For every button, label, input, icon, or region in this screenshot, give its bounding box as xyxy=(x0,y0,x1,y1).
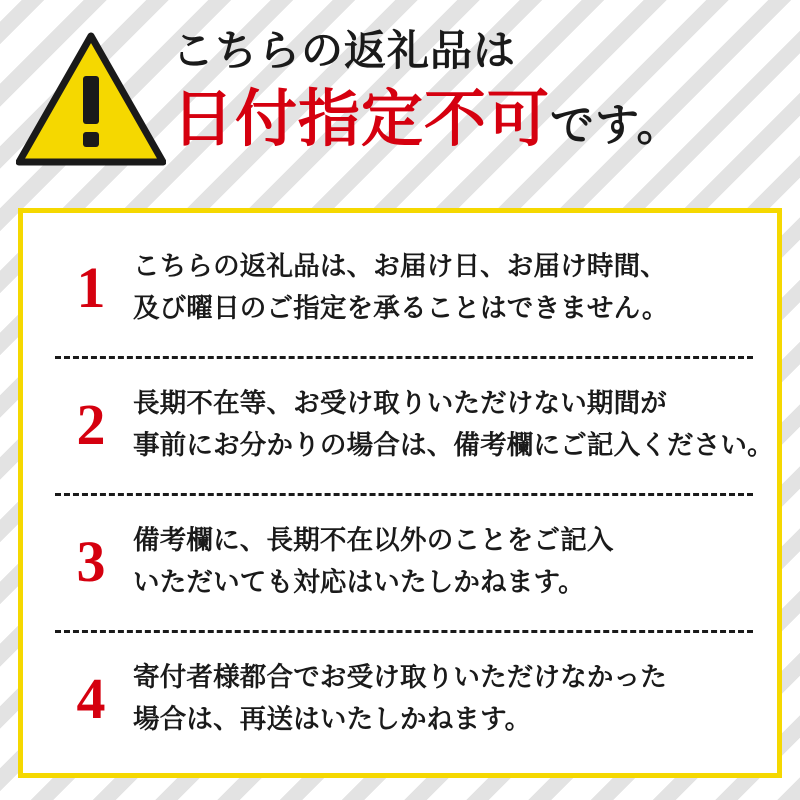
item-text-line: 及び曜日のご指定を承ることはできません。 xyxy=(133,292,669,323)
warning-triangle-icon xyxy=(16,32,166,166)
banner-header xyxy=(0,0,800,196)
item-number: 2 xyxy=(76,391,106,457)
item-text-line: いただいても対応はいたしかねます。 xyxy=(133,566,585,597)
item-text-line: 寄付者様都合でお受け取りいただけなかった xyxy=(133,661,667,692)
header-tail-text: です。 xyxy=(550,100,682,150)
notice-list xyxy=(37,219,774,767)
item-text-line: 場合は、再送はいたしかねます。 xyxy=(133,703,532,734)
item-number: 4 xyxy=(76,665,106,731)
list-item xyxy=(37,630,763,767)
item-text xyxy=(133,383,774,467)
item-text xyxy=(133,520,763,604)
list-item xyxy=(37,493,763,630)
header-highlight-text: 日付指定不可 xyxy=(172,84,551,154)
notice-list-box xyxy=(18,208,782,778)
item-text xyxy=(133,657,763,741)
list-item xyxy=(37,219,763,356)
item-text-line: 長期不在等、お受け取りいただけない期間が xyxy=(133,387,667,418)
item-text-line: 備考欄に、長期不在以外のことをご記入 xyxy=(133,524,614,555)
header-text-block xyxy=(172,26,792,154)
item-number: 1 xyxy=(76,254,106,320)
item-number: 3 xyxy=(76,528,106,594)
list-item xyxy=(37,356,774,493)
item-text-line: こちらの返礼品は、お届け日、お届け時間、 xyxy=(133,250,667,281)
item-text xyxy=(133,246,763,330)
header-line-2 xyxy=(172,86,792,154)
header-line-1: こちらの返礼品は xyxy=(172,27,517,74)
item-text-line: 事前にお分かりの場合は、備考欄にご記入ください。 xyxy=(133,429,774,460)
